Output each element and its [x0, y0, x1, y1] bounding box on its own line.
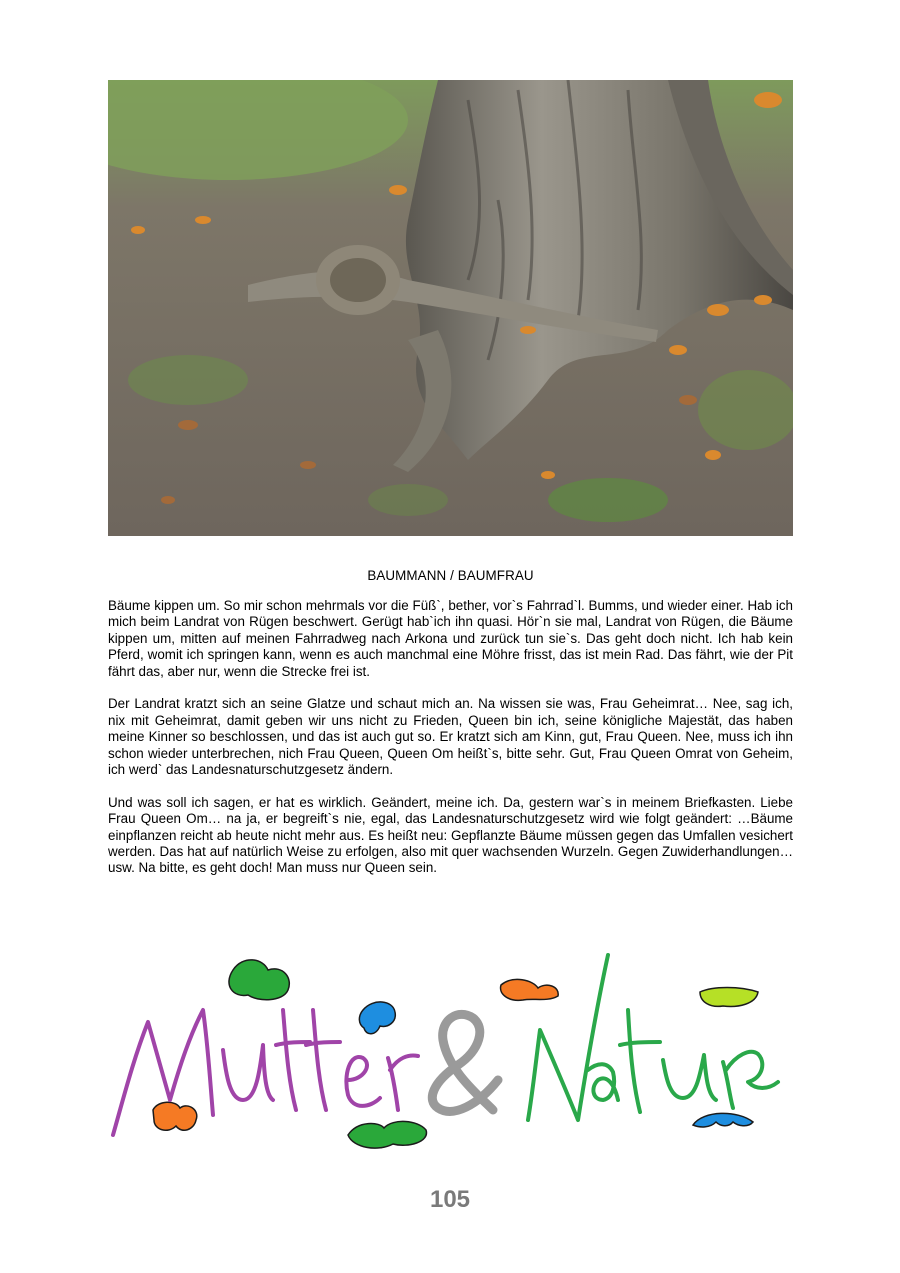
article-title: BAUMMANN / BAUMFRAU — [367, 568, 534, 583]
page-number: 105 — [429, 1186, 471, 1213]
orange-blob-top — [501, 979, 559, 1000]
mutter-natur-logo — [108, 950, 793, 1150]
tree-photo — [108, 80, 793, 536]
blue-blob — [359, 1002, 395, 1034]
tree-roots-image — [108, 80, 793, 536]
paragraph: Und was soll ich sagen, er hat es wirklich. Geändert, meine ich. Da, gestern war`s in meinem Briefkasten. Liebe Frau Queen Om… na ja, er begreift`s nie, egal, das Landesnaturschutzgesetz wird wie folgt geändert: …Bäume einpflanzen reicht ab heute nicht mehr aus. Es heißt neu: Gepflanzte Bäume müssen gegen das Umfallen vesichert werden. Das hat auf natürlich Weise zu erfolgen, also mit quer wachsenden Wurzeln. Gegen Zuwiderhandlungen… usw. Na bitte, es geht doch! Man muss nur Queen sein. — [108, 794, 793, 876]
article-body — [108, 598, 793, 893]
ampersand — [432, 1014, 498, 1111]
green-blob-top — [229, 960, 289, 1000]
green-blob-bottom — [348, 1121, 426, 1148]
paragraph: Bäume kippen um. So mir schon mehrmals vor die Füß`, bether, vor`s Fahrrad`l. Bumms, und wieder einer. Hab ich mich beim Landrat von Rügen beschwert. Gerügt hab`ich ihn quasi. Hör`n sie mal, Landrat von Rügen, die Bäume kippen um, mitten auf meinen Fahrradweg nach Arkona und zurück tun sie`s. Das geht doch nicht. Ich hab kein Pferd, womit ich springen kann, wenn es auch manchmal eine Möhre frisst, das ist mein Rad. Das fährt, wie der Pit fährt das, aber nur, wenn die Strecke frei ist. — [108, 598, 793, 679]
orange-blob-bottom — [153, 1102, 197, 1130]
blue-blob-bottom — [693, 1113, 753, 1127]
logo-artwork — [108, 950, 793, 1150]
lime-blob — [700, 988, 758, 1007]
natur-lettering — [528, 955, 778, 1120]
paragraph: Der Landrat kratzt sich an seine Glatze und schaut mich an. Na wissen sie was, Frau Geheimrat… Nee, sag ich, nix mit Geheimrat, damit geben wir uns nicht zu Frieden, Queen bin ich, seine königliche Majestät, das haben meine Kinner so beschlossen, und das ist auch gut so. Er kratzt sich am Kinn, gut, Frau Queen. Nee, muss ich ihn schon wieder unterbrechen, nich Frau Queen, Queen Om heißt`s, bitte sehr. Gut, Frau Queen Omrat von Geheim, ich werd` das Landesnaturschutzgesetz ändern. — [108, 696, 793, 778]
